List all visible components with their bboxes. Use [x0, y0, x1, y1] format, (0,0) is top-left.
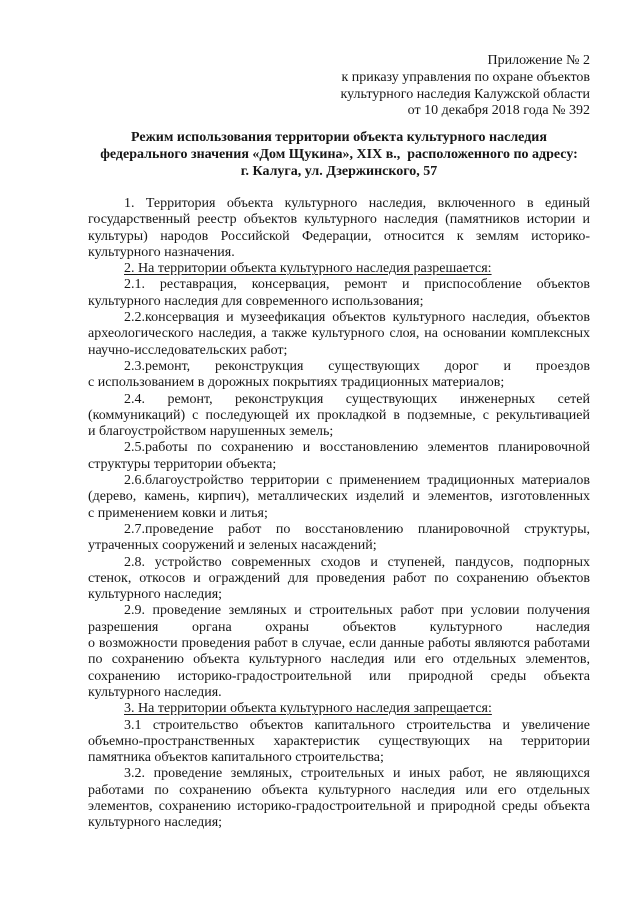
paragraph-line: (дерево, камень, кирпич), металлических изделий и элементов, изготовленных [88, 489, 590, 505]
paragraph-line: культурного наследия; [88, 587, 223, 603]
paragraph-line: 2.9. проведение земляных и строительных работ при условии получения [124, 603, 590, 619]
paragraph [88, 277, 590, 310]
paragraph [88, 310, 590, 359]
paragraph-line: 2.5.работы по сохранению и восстановлению элементов планировочной [124, 440, 590, 456]
paragraph [88, 392, 590, 441]
paragraph-line: 2.8. устройство современных сходов и ступеней, пандусов, подпорных [124, 554, 590, 570]
paragraph-line: работами по сохранению объекта культурного наследия или его отдельных [88, 782, 590, 798]
paragraph [88, 522, 590, 555]
title-line: Режим использования территории объекта культурного наследия [131, 130, 547, 145]
paragraph-line: культурного наследия; [88, 815, 223, 831]
paragraph [88, 196, 590, 261]
paragraph [88, 440, 590, 473]
paragraph-line: объемно-пространственных характеристик существующих на территории [88, 733, 590, 749]
document-title [88, 129, 590, 180]
header-line: к приказу управления по охране объектов [341, 69, 590, 85]
paragraph-line: 2.3.ремонт, реконструкция существующих дорог и проездов [124, 358, 590, 374]
section-heading: 2. На территории объекта культурного наследия разрешается: [124, 261, 492, 277]
title-line: г. Калуга, ул. Дзержинского, 57 [240, 164, 438, 179]
paragraph-line: и благоустройством нарушенных земель; [88, 424, 334, 440]
paragraph-line: разрешения органа охраны объектов культурного наследия [88, 619, 590, 635]
appendix-header [270, 53, 590, 120]
paragraph-line: культуры) народов Российской Федерации, относится к землям историко- [88, 228, 590, 244]
header-line: культурного наследия Калужской области [340, 86, 590, 102]
title-line: федерального значения «Дом Щукина», XIX в., расположенного по адресу: [100, 147, 578, 162]
paragraph-line: сохранению историко-градостроительной или природной среды объекта [88, 668, 590, 684]
paragraph-line: 2.6.благоустройство территории с применением традиционных материалов [124, 473, 590, 489]
paragraph [88, 555, 590, 604]
paragraph-line: элементов, сохранению историко-градостроительной и природной среды объекта [88, 798, 590, 814]
paragraph-line: о возможности проведения работ в случае, если данные работы являются работами [88, 636, 590, 652]
paragraph-line: с использованием в дорожных покрытиях традиционных материалов; [88, 375, 505, 391]
paragraph-line: памятника объектов капитального строительства; [88, 750, 384, 766]
header-line: Приложение № 2 [487, 53, 590, 68]
paragraph-line: по сохранению объекта культурного наследия или его отдельных элементов, [88, 652, 590, 668]
paragraph-line: культурного назначения. [88, 244, 235, 260]
header-line: от 10 декабря 2018 года № 392 [407, 103, 590, 119]
paragraph-line: 2.2.консервация и музеефикация объектов культурного наследия, объектов [124, 310, 590, 326]
section-heading: 3. На территории объекта культурного наследия запрещается: [124, 701, 492, 717]
paragraph-line: стенок, откосов и ограждений для проведения работ по сохранению объектов [88, 570, 590, 586]
paragraph [88, 603, 590, 701]
paragraph [88, 766, 590, 831]
paragraph-line: научно-исследовательских работ; [88, 342, 288, 358]
paragraph-line: 2.4. ремонт, реконструкция существующих инженерных сетей [124, 391, 590, 407]
paragraph-line: 2.7.проведение работ по восстановлению планировочной структуры, [124, 521, 590, 537]
paragraph [88, 359, 590, 392]
document-body [88, 196, 590, 832]
paragraph-line: 3.1 строительство объектов капитального строительства и увеличение [124, 717, 590, 733]
paragraph [88, 473, 590, 522]
paragraph-line: утраченных сооружений и зеленых насаждений; [88, 538, 377, 554]
paragraph-line: структуры территории объекта; [88, 456, 277, 472]
paragraph-line: (коммуникаций) с последующей их прокладкой в подземные, с рекультивацией [88, 407, 590, 423]
paragraph [88, 718, 590, 767]
paragraph-line: 1. Территория объекта культурного наследия, включенного в единый [124, 196, 590, 211]
paragraph-line: 3.2. проведение земляных, строительных и иных работ, не являющихся [124, 766, 590, 782]
paragraph-line: культурного наследия. [88, 684, 222, 700]
paragraph-line: культурного наследия для современного использования; [88, 293, 424, 309]
paragraph-line: с применением ковки и литья; [88, 505, 268, 521]
paragraph-line: археологического наследия, а также культурного слоя, на основании комплексных [88, 326, 590, 342]
paragraph-line: 2.1. реставрация, консервация, ремонт и приспособление объектов [124, 277, 590, 293]
paragraph-line: государственный реестр объектов культурного наследия (памятников истории и [88, 212, 590, 228]
